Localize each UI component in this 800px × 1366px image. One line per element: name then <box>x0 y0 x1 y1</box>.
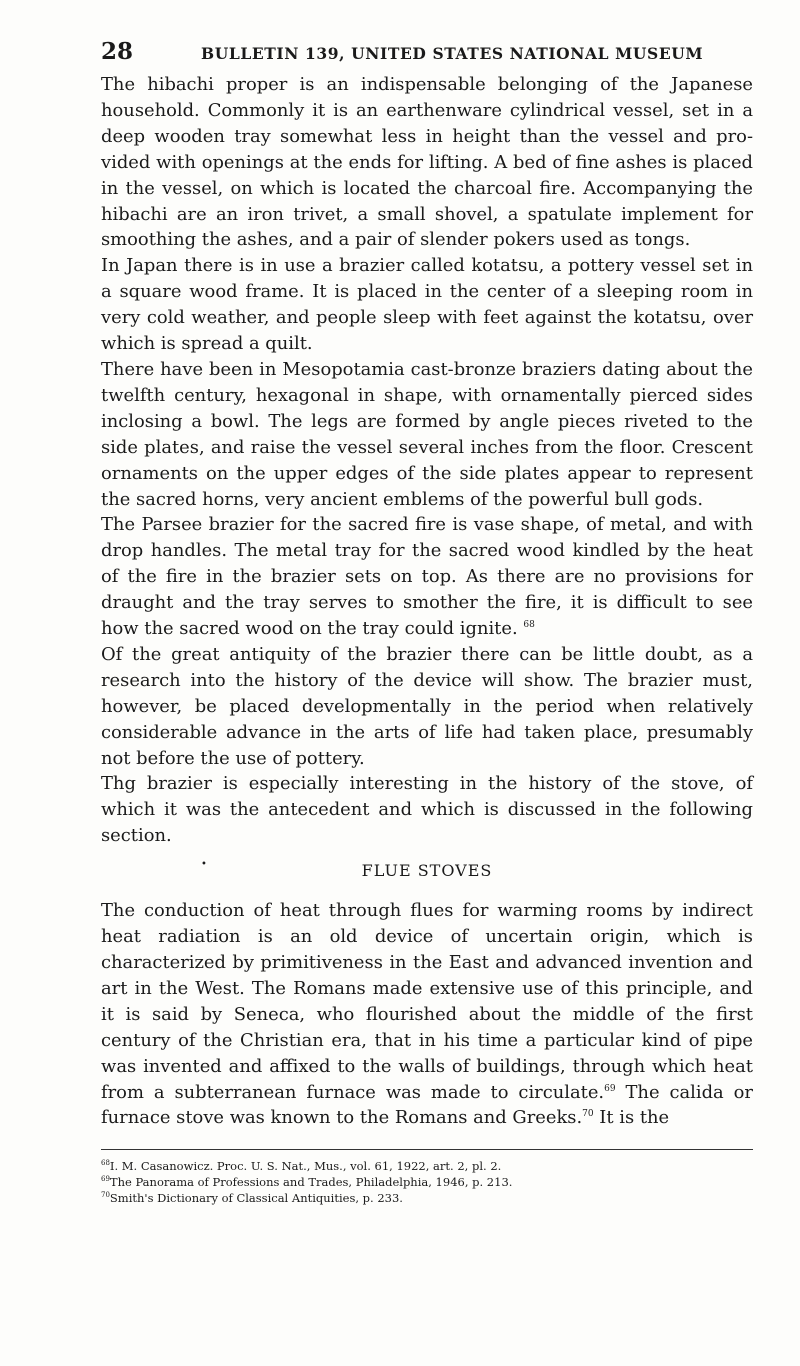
paragraph-hibachi: The hibachi proper is an indispensable belonging of the Japanese household. Commonly it is an earthenware cylindrical vessel, set in a deep wooden tray somewhat less in height than the vessel and provided with openings at the ends for lifting. A bed of fine ashes is placed in the vessel, on which is located the charcoal fire. Accompanying the hibachi are an iron trivet, a small shovel, a spatulate implement for smoothing the ashes, and a pair of slender pokers used as tongs. <box>101 74 753 251</box>
footnote-text: Smith's Dictionary of Classical Antiquities, p. 233. <box>109 1191 403 1206</box>
flue-text-1: The conduction of heat through flues for warming rooms by indirect heat radiation is an old device of uncertain origin, which is characterized by primitiveness in the East and advanced invention and art in the West. The Romans made extensive use of this principle, and it is said by Seneca, who flourished about the middle of the first century of the Christian era, that in his time a particular kind of pipe was invented and affixed to the walls of buildings, through which heat from a subterranean furnace was made to circulate. <box>101 900 753 1103</box>
paragraph-kotatsu: In Japan there is in use a brazier called kotatsu, a pottery vessel set in a square wood frame. It is placed in the center of a sleeping room in very cold weather, and people sleep with feet against the kotatsu, over which is spread a quilt. <box>101 255 753 355</box>
section-heading <box>101 861 753 880</box>
footnote-number: 68 <box>101 1159 110 1168</box>
paragraph-mesopotamia: There have been in Mesopotamia cast-bronze braziers dating about the twelfth century, hexagonal in shape, with ornamentally pierced sides inclosing a bowl. The legs are formed by angle pieces riveted to the side plates, and raise the vessel several inches from the floor. Crescent ornaments on the upper edges of the side plates appear to represent the sacred horns, very ancient emblems of the powerful bull gods. <box>101 358 753 510</box>
footnote-69 <box>101 1174 753 1190</box>
running-head: BULLETIN 139, UNITED STATES NATIONAL MUSEUM <box>201 44 704 63</box>
bullet-mark: • <box>201 859 208 871</box>
flue-text-3: It is the <box>593 1107 670 1129</box>
section-title: FLUE STOVES <box>361 861 493 881</box>
flue-text-2: The calida or furnace stove was known to the Romans and Greeks. <box>101 1081 753 1129</box>
paragraph-flue-stoves <box>101 898 753 1131</box>
footnote-ref-70[interactable]: 70 <box>582 1109 594 1120</box>
paragraph-parsee <box>101 512 753 642</box>
footnote-ref-69[interactable]: 69 <box>604 1083 616 1094</box>
footnote-divider <box>101 1149 753 1150</box>
page-number: 28 <box>101 38 134 65</box>
footnote-70 <box>101 1190 753 1206</box>
footnote-text: The Panorama of Professions and Trades, Philadelphia, 1946, p. 213. <box>109 1175 513 1190</box>
document-page <box>101 38 753 1206</box>
footnote-68 <box>101 1158 753 1174</box>
footnote-ref-68[interactable]: 68 <box>523 620 535 631</box>
footnote-text: I. M. Casanowicz. Proc. U. S. Nat., Mus., vol. 61, 1922, art. 2, pl. 2. <box>109 1159 502 1174</box>
page-header <box>101 38 753 72</box>
paragraph-antiquity: Of the great antiquity of the brazier there can be little doubt, as a research into the history of the device will show. The brazier must, however, be placed developmentally in the period when relatively considerable advance in the arts of life had taken place, presumably not before the use of pottery. <box>101 643 753 769</box>
footnote-number: 69 <box>101 1175 110 1184</box>
paragraph-parsee-text: The Parsee brazier for the sacred fire is vase shape, of metal, and with drop handles. The metal tray for the sacred wood kindled by the heat of the fire in the brazier sets on top. As there are no provisions for draught and the tray serves to smother the fire, it is difficult to see how the sacred wood on the tray could ignite. <box>101 514 753 640</box>
paragraph-stove-history: Thg brazier is especially interesting in the history of the stove, of which it was the antecedent and which is discussed in the following section. <box>101 773 753 847</box>
footnote-number: 70 <box>101 1191 110 1200</box>
